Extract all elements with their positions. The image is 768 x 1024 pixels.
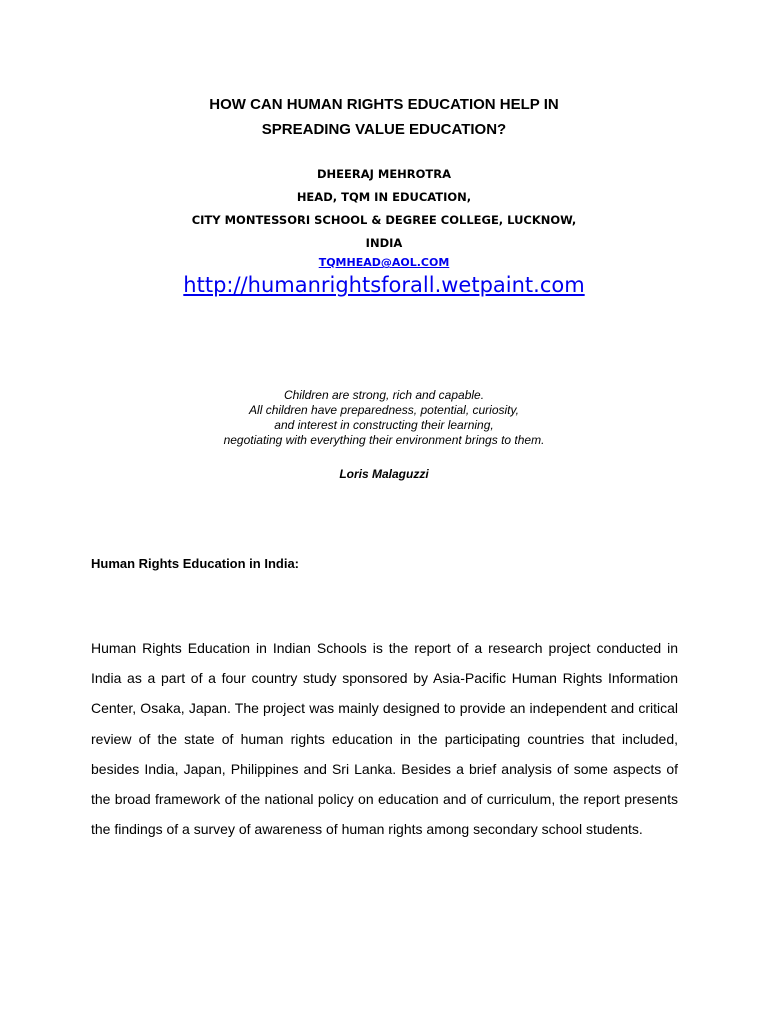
quote-line: Children are strong, rich and capable.: [283, 388, 485, 402]
email-link[interactable]: TQMHEAD@AOL.COM: [318, 256, 450, 269]
website-link[interactable]: http://humanrightsforall.wetpaint.com: [183, 273, 585, 297]
author-block: [0, 163, 768, 255]
title-line: HOW CAN HUMAN RIGHTS EDUCATION HELP IN: [209, 96, 559, 113]
quote-line: and interest in constructing their learning,: [274, 418, 494, 432]
author-institution: CITY MONTESSORI SCHOOL & DEGREE COLLEGE, LUCKNOW,: [191, 213, 577, 227]
author-position: HEAD, TQM IN EDUCATION,: [296, 190, 472, 204]
body-paragraph: Human Rights Education in Indian Schools is the report of a research project conducted in India as a part of a four country study sponsored by Asia-Pacific Human Rights Information Center, Osaka, Japan. The project was mainly designed to provide an independent and critical review of the state of human rights education in the participating countries that included, besides India, Japan, Philippines and Sri Lanka. Besides a brief analysis of some aspects of the broad framework of the national policy on education and of curriculum, the report presents the findings of a survey of awareness of human rights among secondary school students.: [91, 640, 678, 838]
quote-line: negotiating with everything their environment brings to them.: [223, 433, 545, 447]
author-name: DHEERAJ MEHROTRA: [316, 167, 452, 181]
quote-author: Loris Malaguzzi: [339, 467, 429, 481]
quote-line: All children have preparedness, potential, curiosity,: [249, 403, 519, 417]
document-title: [0, 92, 768, 142]
title-line: SPREADING VALUE EDUCATION?: [261, 121, 507, 138]
section-heading: Human Rights Education in India:: [91, 556, 299, 571]
author-country: INDIA: [365, 236, 403, 250]
epigraph-quote: [0, 388, 768, 448]
